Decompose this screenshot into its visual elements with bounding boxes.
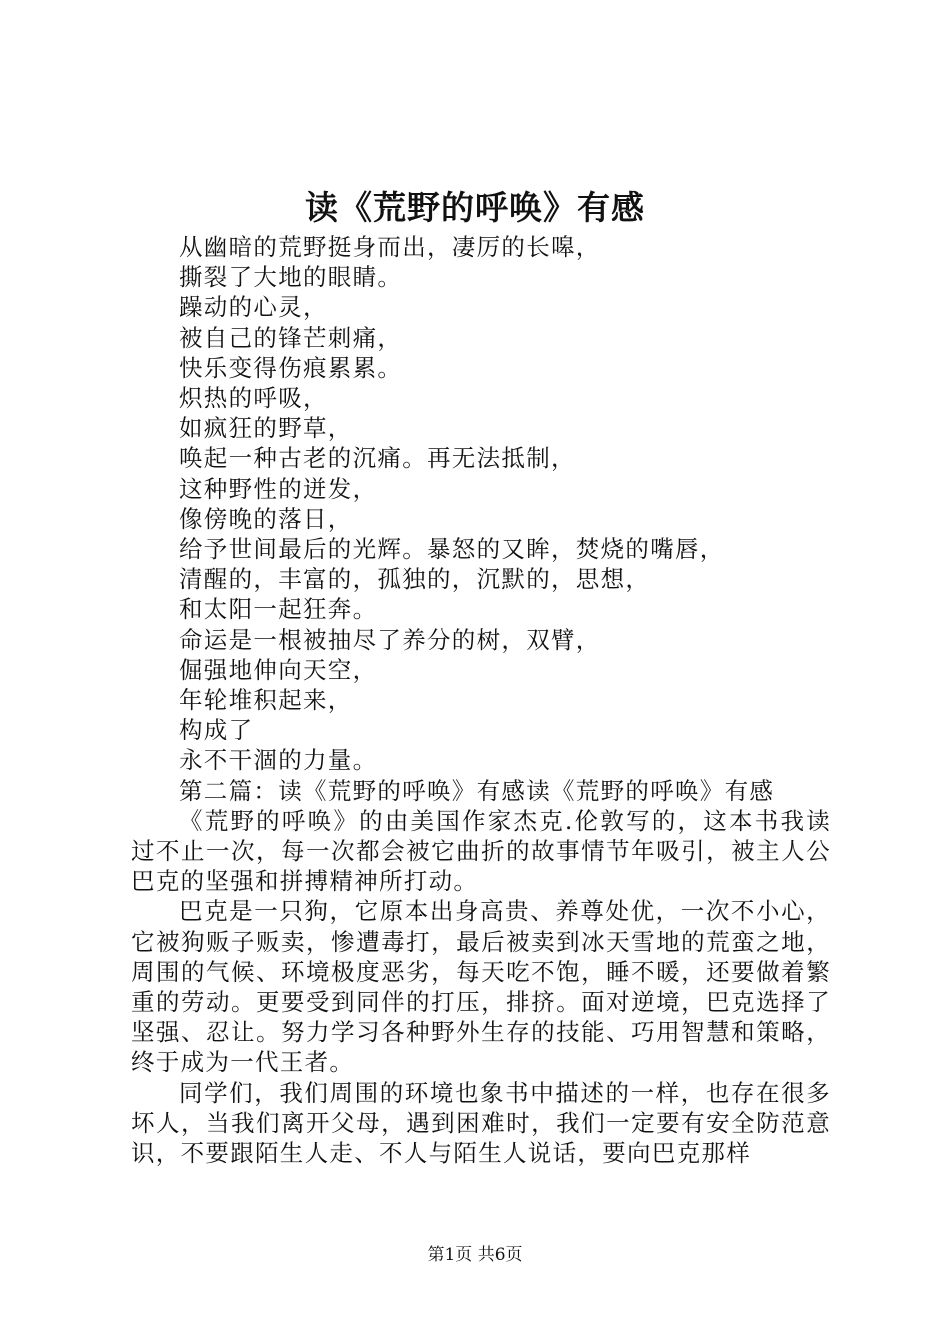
poem-line: 撕裂了大地的眼睛。 bbox=[179, 263, 403, 292]
poem-line: 清醒的，丰富的，孤独的，沉默的，思想， bbox=[179, 565, 651, 594]
poem-line: 构成了 bbox=[179, 716, 254, 745]
poem-line: 像傍晚的落日， bbox=[179, 504, 353, 533]
paragraph: 同学们，我们周围的环境也象书中描述的一样，也存在很多坏人，当我们离开父母，遇到困难时，我们一定要有安全防范意识，不要跟陌生人走、不人与陌生人说话，要向巴克那样 bbox=[131, 1078, 831, 1168]
poem-line: 这种野性的迸发， bbox=[179, 474, 378, 503]
section-heading: 第二篇：读《荒野的呼唤》有感读《荒野的呼唤》有感 bbox=[179, 776, 775, 805]
poem-line: 被自己的锋芒刺痛， bbox=[179, 323, 403, 352]
poem-line: 如疯狂的野草， bbox=[179, 414, 353, 443]
poem-line: 给予世间最后的光辉。暴怒的又眸，焚烧的嘴唇， bbox=[179, 535, 725, 564]
poem-line: 命运是一根被抽尽了养分的树，双臂， bbox=[179, 625, 601, 654]
poem-line: 和太阳一起狂奔。 bbox=[179, 595, 378, 624]
paragraph: 《荒野的呼唤》的由美国作家杰克.伦敦写的，这本书我读过不止一次，每一次都会被它曲折的故事情节年吸引，被主人公巴克的坚强和拼搏精神所打动。 bbox=[131, 806, 831, 896]
poem-line: 躁动的心灵， bbox=[179, 293, 328, 322]
poem-line: 唤起一种古老的沉痛。再无法抵制， bbox=[179, 444, 576, 473]
poem-line: 炽热的呼吸， bbox=[179, 384, 328, 413]
poem-line: 倔强地伸向天空， bbox=[179, 655, 378, 684]
poem-line: 永不干涸的力量。 bbox=[179, 746, 378, 775]
document-title: 读《荒野的呼唤》有感 bbox=[305, 188, 645, 227]
poem-line: 年轮堆积起来， bbox=[179, 686, 353, 715]
poem-line: 从幽暗的荒野挺身而出，凄厉的长嗥， bbox=[179, 233, 601, 261]
page-footer: 第1页 共6页 bbox=[427, 1245, 523, 1265]
paragraph: 巴克是一只狗，它原本出身高贵、养尊处优，一次不小心，它被狗贩子贩卖，惨遭毒打，最后被卖到冰天雪地的荒蛮之地，周围的气候、环境极度恶劣，每天吃不饱，睡不暖，还要做着繁重的劳动。更要受到同伴的打压，排挤。面对逆境，巴克选择了坚强、忍让。努力学习各种野外生存的技能、巧用智慧和策略，终于成为一代王者。 bbox=[131, 897, 831, 1077]
document-body bbox=[131, 232, 831, 1168]
poem-line: 快乐变得伤痕累累。 bbox=[179, 353, 403, 382]
